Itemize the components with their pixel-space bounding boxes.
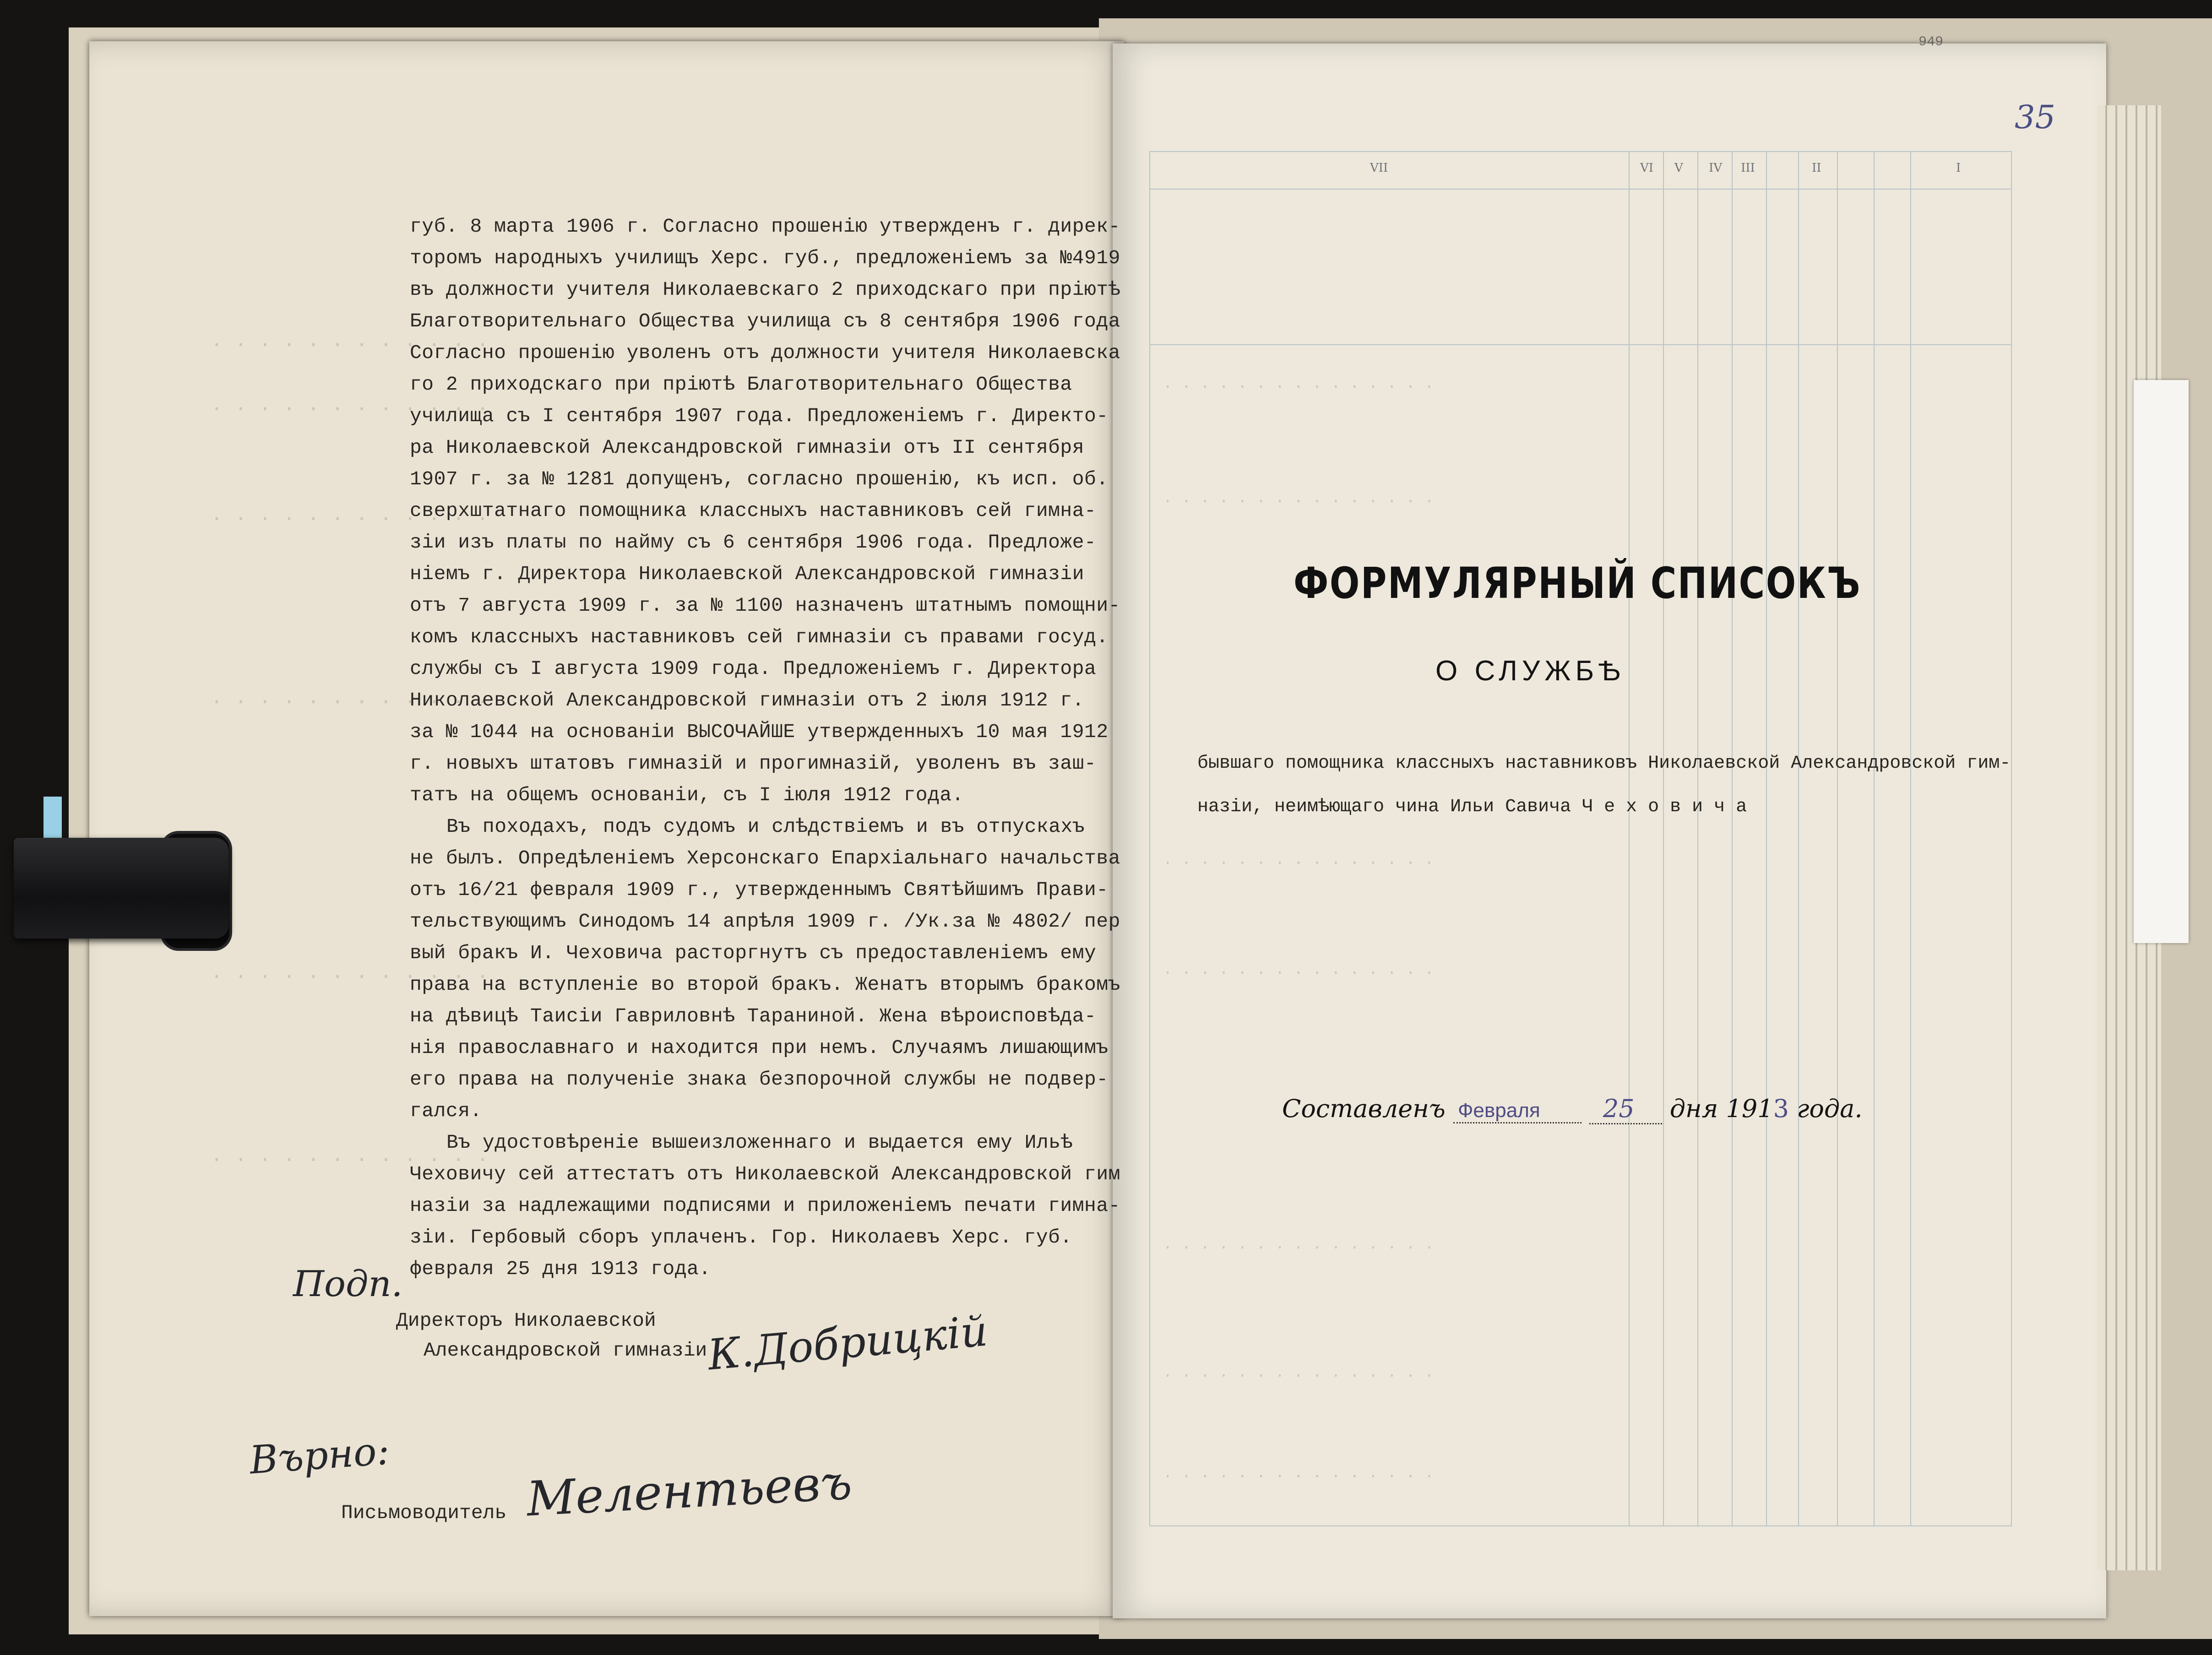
typed-line: въ должности учителя Николаевскаго 2 приходскаго при пріютѣ [410,278,1120,301]
column-number-4: IV [1709,161,1723,175]
person-description [1197,742,2011,829]
typed-line: его права на полученіе знака безпорочной службы не подвер- [410,1068,1109,1091]
typed-line: Николаевской Александровской гимназіи отъ 2 іюля 1912 г. [410,689,1085,711]
column-number-5: V [1674,161,1683,175]
typed-line: торомъ народныхъ училищъ Херс. губ., предложеніемъ за №4919 [410,247,1120,269]
column-number-1: I [1956,161,1961,175]
binder-clip [14,838,229,939]
typed-line: Въ удостовѣреніе вышеизложеннаго и выдается ему Ильѣ [446,1131,1073,1154]
typed-line: службы съ I августа 1909 года. Предложеніемъ г. Директора [410,657,1097,680]
typed-line: тельствующимъ Синодомъ 14 апрѣля 1909 г. /Ук.за № 4802/ пер [410,910,1120,933]
typed-line: отъ 7 августа 1909 г. за № 1100 назначенъ штатнымъ помощни- [410,594,1120,617]
column-number-7: VII [1370,161,1388,175]
corner-mark: 949 [1919,34,1944,50]
typed-line: ра Николаевской Александровской гимназіи отъ II сентября [410,436,1085,459]
surname-spaced: Ч е х о в и ч а [1582,797,1747,817]
service-record-paragraph [410,211,1124,811]
typed-line: татъ на общемъ основаніи, съ I іюля 1912 года. [410,784,964,806]
certification-paragraph [410,1127,1124,1285]
handwritten-podp: Подп. [293,1264,403,1305]
document-subtitle: О СЛУЖБѢ [1435,655,1625,687]
column-number-6: VI [1640,161,1654,175]
column-number-3: III [1741,161,1755,175]
typed-line: на дѣвицѣ Таисіи Гавриловнѣ Тараниной. Жена вѣроисповѣда- [410,1005,1097,1027]
typed-line: 1907 г. за № 1281 допущенъ, согласно прошенію, къ исп. об. [410,468,1109,490]
typed-line: не былъ. Опредѣленіемъ Херсонскаго Епархіальнаго начальства [410,847,1120,869]
document-title: ФОРМУЛЯРНЫЙ СПИСОКЪ [1294,559,1862,608]
white-paper-tab [2134,380,2189,943]
composed-suffix: года. [1797,1094,1863,1123]
typed-line: гался. [410,1100,482,1122]
typed-line: вый бракъ И. Чеховича расторгнутъ съ предоставленіемъ ему [410,942,1097,964]
composed-mid: дня 191 [1669,1094,1773,1123]
description-line-1: бывшаго помощника классныхъ наставниковъ Николаевской Александровской гим- [1197,753,2011,774]
typed-line: Чеховичу сей аттестатъ отъ Николаевской Александровской гим [410,1163,1120,1185]
typed-line: отъ 16/21 февраля 1909 г., утвержденнымъ Святѣйшимъ Прави- [410,879,1109,901]
typed-line: за № 1044 на основаніи ВЫСОЧАЙШЕ утвержденныхъ 10 мая 1912 [410,721,1109,743]
marital-status-paragraph [410,811,1124,1127]
handwritten-verno: Върно: [248,1428,391,1483]
typed-line: губ. 8 марта 1906 г. Согласно прошенію утвержденъ г. дирек- [410,215,1120,238]
typed-line: училища съ I сентября 1907 года. Предложеніемъ г. Директо- [410,405,1109,427]
typed-line: Благотворительнаго Общества училища съ 8 сентября 1906 года [410,310,1120,332]
typed-line: нія православнаго и находится при немъ. Случаямъ лишающимъ [410,1036,1109,1059]
description-line-2 [1197,785,2011,829]
typed-line: ніемъ г. Директора Николаевской Александровской гимназіи [410,563,1085,585]
typed-line: назіи за надлежащими подписями и приложеніемъ печати гимна- [410,1194,1120,1217]
left-page-text [410,211,1124,1285]
typed-line: г. новыхъ штатовъ гимназій и прогимназій, уволенъ въ заш- [410,752,1097,775]
typed-line: комъ классныхъ наставниковъ сей гимназіи съ правами госуд. [410,626,1109,648]
typed-line: зіи. Гербовый сборъ уплаченъ. Гор. Николаевъ Херс. губ. [410,1226,1072,1248]
composed-year-digit: 3 [1773,1094,1789,1123]
director-title-line2: Александровской гимназіи [424,1339,707,1362]
composed-day: 25 [1589,1094,1662,1124]
form-table-grid [1149,151,2012,1526]
composed-date-line [1282,1094,1863,1124]
typed-line: Въ походахъ, подъ судомъ и слѣдствіемъ и въ отпускахъ [446,815,1085,838]
director-title-line1: Директоръ Николаевской [396,1309,656,1332]
clerk-signature: Мелентьевъ [525,1454,853,1527]
typed-line: права на вступленіе во второй бракъ. Женатъ вторымъ бракомъ [410,973,1120,996]
typed-line: сверхштатнаго помощника классныхъ наставниковъ сей гимна- [410,499,1097,522]
typed-line: февраля 25 дня 1913 года. [410,1258,711,1280]
composed-month: Февраля [1453,1099,1582,1123]
composed-prefix: Составленъ [1282,1094,1446,1123]
sheet-number: 35 [2015,98,2056,136]
clerk-label: Письмоводитель [341,1502,507,1524]
description-line-2-text: назіи, неимѣющаго чина Ильи Савича [1197,797,1582,817]
typed-line: го 2 приходскаго при пріютѣ Благотворительнаго Общества [410,373,1072,396]
typed-line: Согласно прошенію уволенъ отъ должности учителя Николаевска [410,342,1120,364]
director-signature: К.Добрицкій [706,1306,990,1380]
column-number-2: II [1812,161,1821,175]
typed-line: зіи изъ платы по найму съ 6 сентября 1906 года. Предложе- [410,531,1097,553]
